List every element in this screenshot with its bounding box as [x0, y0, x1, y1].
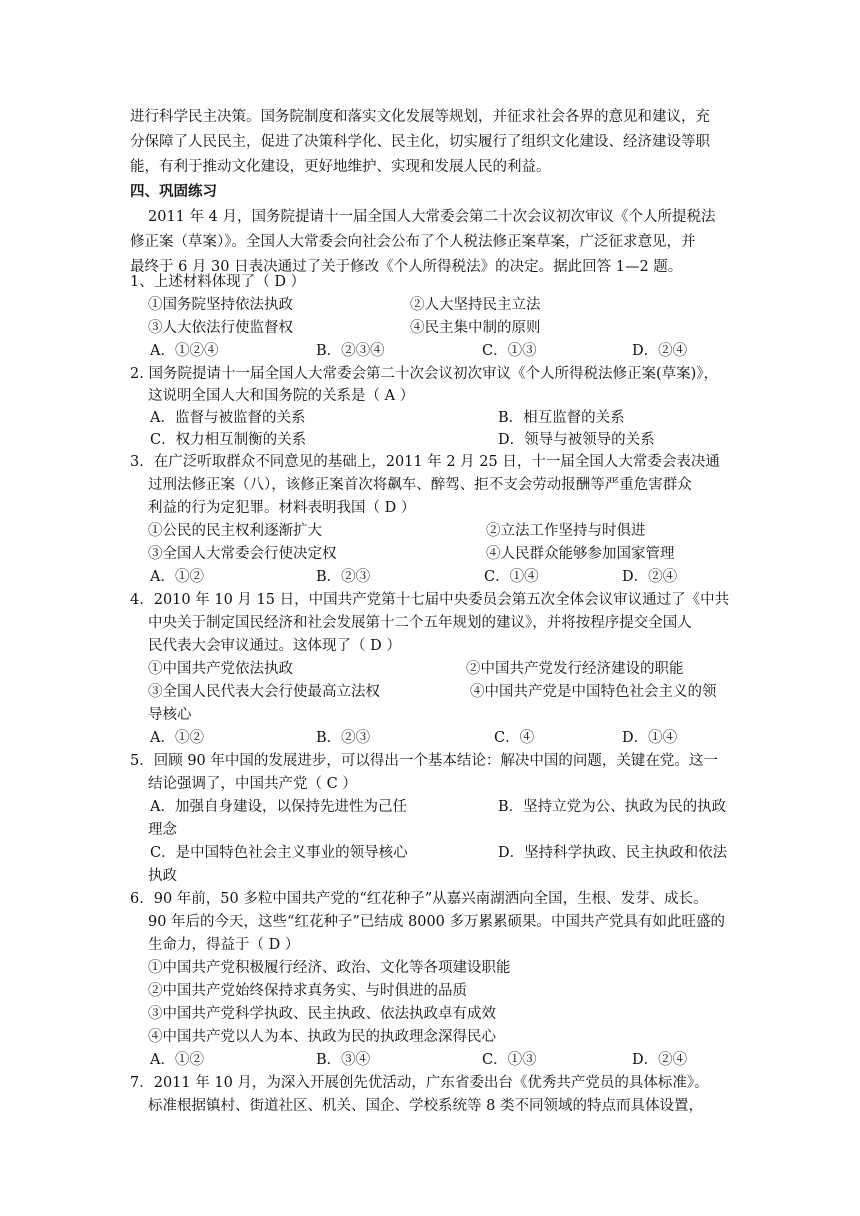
material-line: 2011 年 4 月，国务院提请十一届全国人大常委会第二十次会议初次审议《个人所提税法: [148, 209, 716, 225]
material-line: 最终于 6 月 30 日表决通过了关于修改《个人所得税法》的决定。据此回答 1—2 题。: [130, 259, 683, 275]
q1-choice-c: C．①③: [482, 343, 537, 359]
q2-choice-a: A．监督与被监督的关系: [150, 410, 306, 426]
q4-choice-d: D．①④: [622, 730, 678, 746]
q6-item-1: ①中国共产党积极履行经济、政治、文化等各项建设职能: [148, 960, 511, 976]
material-line: 修正案（草案）》。全国人大常委会向社会公布了个人税法修正案草案，广泛征求意见，并: [130, 234, 696, 250]
question-5-stem: 结论强调了，中国共产党（ C ）: [148, 776, 357, 792]
q2-choice-d: D．领导与被领导的关系: [498, 432, 655, 448]
q6-item-3: ③中国共产党科学执政、民主执政、依法执政卓有成效: [148, 1006, 496, 1022]
question-4-stem: 4．2010 年 10 月 15 日，中国共产党第十七届中央委员会第五次全体会议审议通过了《中共: [130, 592, 730, 608]
intro-line: 能，有利于推动文化建设，更好地维护、实现和发展人民的利益。: [130, 159, 551, 175]
q3-choice-d: D．②④: [622, 569, 678, 585]
intro-line: 分保障了人民民主，促进了决策科学化、民主化，切实履行了组织文化建设、经济建设等职: [130, 134, 710, 150]
q3-item-2: ②立法工作坚持与时俱进: [486, 523, 646, 539]
q4-item-4-cont: 导核心: [148, 707, 192, 723]
q1-choice-d: D．②④: [632, 343, 688, 359]
q3-choice-b: B．②③: [316, 569, 371, 585]
question-6-stem: 生命力，得益于（ D ）: [148, 937, 300, 953]
question-4-stem: 民代表大会审议通过。这体现了（ D ）: [148, 638, 401, 654]
question-7-stem: 标准根据镇村、街道社区、机关、国企、学校系统等 8 类不同领域的特点而具体设置，: [148, 1098, 703, 1114]
q1-item-2: ②人大坚持民主立法: [410, 297, 541, 313]
question-1-stem: 1、上述材料体现了（ D ）: [130, 274, 306, 290]
question-3-stem: 利益的行为定犯罪。材料表明我国（ D ）: [148, 500, 416, 516]
q6-choice-d: D．②④: [632, 1052, 688, 1068]
question-2-stem: 2. 国务院提请十一届全国人大常委会第二十次会议初次审议《个人所得税法修正案(草案)》，: [130, 366, 719, 382]
q6-choice-c: C．①③: [482, 1052, 537, 1068]
q3-item-1: ①公民的民主权利逐渐扩大: [148, 523, 322, 539]
q6-choice-a: A．①②: [150, 1052, 204, 1068]
q4-choice-b: B．②③: [316, 730, 371, 746]
q5-choice-c: C．是中国特色社会主义事业的领导核心: [150, 845, 408, 861]
q1-choice-a: A．①②④: [150, 343, 219, 359]
q2-choice-c: C．权力相互制衡的关系: [150, 432, 307, 448]
q3-choice-a: A．①②: [150, 569, 204, 585]
q1-item-4: ④民主集中制的原则: [410, 320, 541, 336]
question-4-stem: 中央关于制定国民经济和社会发展第十二个五年规划的建议》，并将按程序提交全国人: [148, 615, 692, 631]
q5-choice-d: D．坚持科学执政、民主执政和依法: [498, 845, 728, 861]
question-6-stem: 6．90 年前，50 多粒中国共产党的“红花种子”从嘉兴南湖洒向全国，生根、发芽、成长。: [130, 891, 708, 907]
q3-item-4: ④人民群众能够参加国家管理: [486, 546, 675, 562]
q6-choice-b: B．③④: [316, 1052, 371, 1068]
q1-choice-b: B．②③④: [316, 343, 385, 359]
question-5-stem: 5．回顾 90 年中国的发展进步，可以得出一个基本结论：解决中国的问题，关键在党。这一: [130, 753, 718, 769]
q4-item-4: ④中国共产党是中国特色社会主义的领: [470, 684, 717, 700]
q5-choice-b: B．坚持立党为公、执政为民的执政: [498, 799, 727, 815]
q1-item-3: ③人大依法行使监督权: [148, 320, 293, 336]
q4-item-1: ①中国共产党依法执政: [148, 661, 293, 677]
q1-item-1: ①国务院坚持依法执政: [148, 297, 293, 313]
intro-line: 进行科学民主决策。国务院制度和落实文化发展等规划，并征求社会各界的意见和建议，充: [130, 109, 710, 125]
question-3-stem: 3．在广泛听取群众不同意见的基础上，2011 年 2 月 25 日，十一届全国人大常委会表决通: [130, 454, 720, 470]
q5-choice-d-cont: 执政: [148, 868, 177, 884]
q3-choice-c: C．①④: [484, 569, 539, 585]
q4-choice-c: C．④: [494, 730, 535, 746]
q6-item-4: ④中国共产党以人为本、执政为民的执政理念深得民心: [148, 1029, 496, 1045]
question-2-stem: 这说明全国人大和国务院的关系是（ A ）: [148, 388, 415, 404]
question-7-stem: 7．2011 年 10 月，为深入开展创先优活动，广东省委出台《优秀共产党员的具体标准》。: [130, 1075, 709, 1091]
q4-choice-a: A．①②: [150, 730, 204, 746]
q5-choice-a-cont: 理念: [148, 822, 177, 838]
q4-item-3: ③全国人民代表大会行使最高立法权: [148, 684, 380, 700]
question-3-stem: 过刑法修正案（八），该修正案首次将飙车、醉驾、拒不支会劳动报酬等严重危害群众: [148, 477, 692, 493]
q4-item-2: ②中国共产党发行经济建设的职能: [466, 661, 684, 677]
section-title: 四、巩固练习: [130, 184, 217, 200]
q2-choice-b: B．相互监督的关系: [498, 410, 625, 426]
q6-item-2: ②中国共产党始终保持求真务实、与时俱进的品质: [148, 983, 467, 999]
question-6-stem: 90 年后的今天，这些“红花种子”已结成 8000 多万累累硕果。中国共产党具有如此旺盛的: [148, 914, 726, 930]
q5-choice-a: A．加强自身建设，以保持先进性为己任: [150, 799, 407, 815]
q3-item-3: ③全国人大常委会行使决定权: [148, 546, 337, 562]
